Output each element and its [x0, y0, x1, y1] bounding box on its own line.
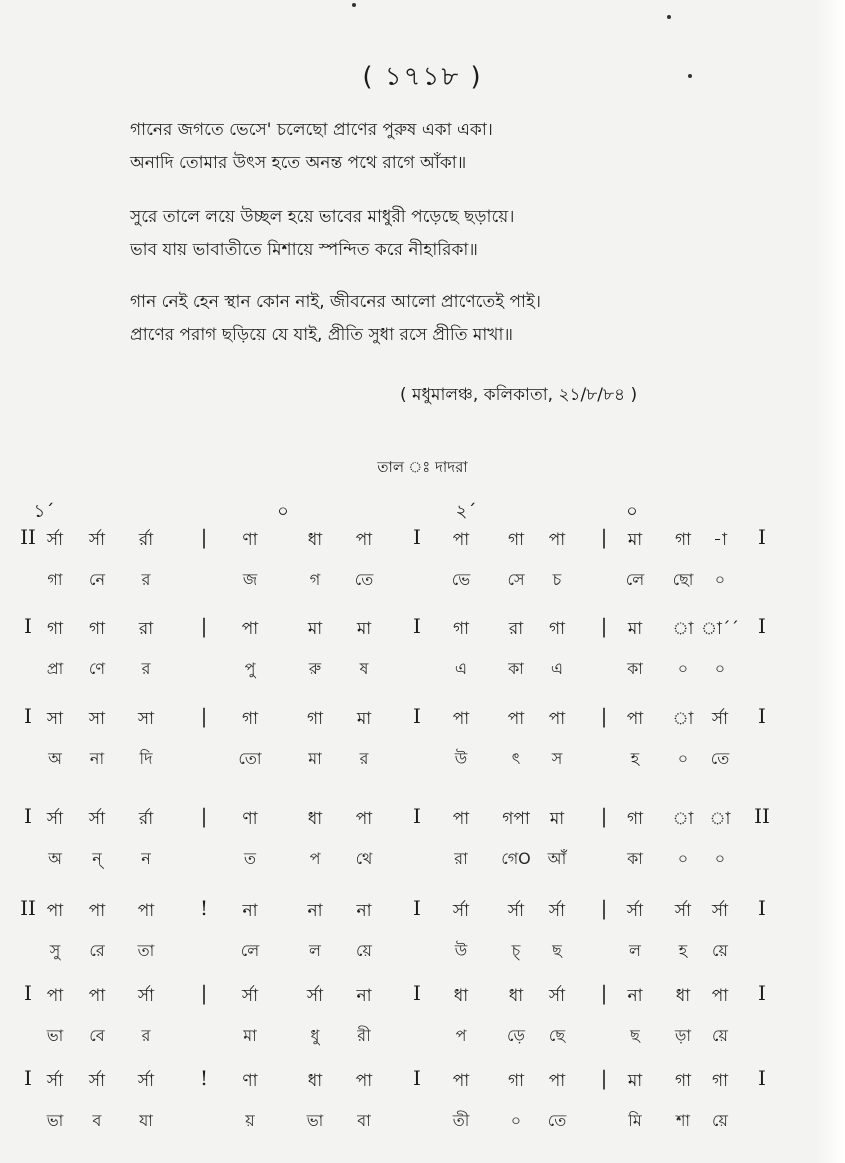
swara-note: া: [672, 709, 694, 729]
ink-speck: [667, 15, 671, 19]
swara-note: র্রা: [138, 809, 154, 829]
swara-note: গা: [626, 809, 644, 829]
lyric-syllable: তে: [710, 749, 730, 768]
swara-note: পা: [626, 709, 644, 729]
lyric-syllable: মা: [243, 1026, 257, 1045]
swara-note: র্রা: [138, 530, 154, 550]
lyric-syllable: আঁ: [547, 849, 567, 868]
lyric-syllable: ব: [92, 1111, 102, 1130]
swara-note: ণা: [242, 809, 258, 829]
swara-note: র্সা: [88, 1071, 106, 1091]
lyric-line: গান নেই হেন স্থান কোন নাই, জীবনের আলো প্রাণেতেই পাই।: [130, 292, 541, 312]
swara-note: ধা: [453, 986, 469, 1006]
lyric-syllable: ০: [714, 849, 726, 868]
bar-separator: |: [600, 896, 608, 920]
swara-note: মা: [627, 530, 643, 550]
swara-note: র্সা: [548, 986, 566, 1006]
bar-line-close: I: [758, 614, 766, 638]
lyric-syllable: কা: [508, 659, 524, 678]
lyric-syllable: য়ে: [712, 1026, 728, 1045]
lyric-syllable: প: [455, 1026, 467, 1045]
lyric-syllable: ভা: [46, 1111, 64, 1130]
swara-note: র্সা: [711, 709, 729, 729]
bar-separator: |: [200, 704, 208, 728]
bar-line-open: I: [24, 1066, 32, 1090]
bar-separator: I: [413, 614, 421, 638]
lyric-syllable: ধু: [310, 1026, 320, 1045]
bar-separator: |: [200, 525, 208, 549]
lyric-syllable: ০: [510, 1111, 522, 1130]
swara-note: পা: [507, 709, 525, 729]
lyric-syllable: ষ: [359, 659, 369, 678]
lyric-syllable: ০: [714, 659, 726, 678]
lyric-syllable: রে: [89, 941, 105, 960]
lyric-syllable: চ্: [511, 941, 521, 960]
swara-note: না: [242, 901, 258, 921]
swara-note: ধা: [307, 809, 323, 829]
page-edge: [815, 0, 845, 1163]
lyric-syllable: অ: [48, 849, 62, 868]
swara-note: র্সা: [137, 1071, 155, 1091]
swara-note: গা: [507, 1071, 525, 1091]
bar-line-open: I: [24, 981, 32, 1005]
swara-note: পা: [46, 986, 64, 1006]
swara-note: পা: [88, 901, 106, 921]
bar-separator: |: [600, 704, 608, 728]
swara-note: র্সা: [241, 986, 259, 1006]
swara-note: মা: [307, 619, 323, 639]
swara-note: র্সা: [46, 1071, 64, 1091]
swara-note: ধা: [307, 1071, 323, 1091]
lyric-syllable: বা: [357, 1111, 371, 1130]
swara-note: গা: [711, 1071, 729, 1091]
swara-note: ধা: [307, 530, 323, 550]
lyric-syllable: ০: [714, 570, 726, 589]
lyric-syllable: হ: [678, 941, 688, 960]
lyric-syllable: য়ে: [712, 941, 728, 960]
swara-note: র্সা: [46, 530, 64, 550]
bar-separator: I: [413, 525, 421, 549]
swara-note: সা: [88, 709, 106, 729]
swara-note: সা: [46, 709, 64, 729]
beat-marker: ০: [626, 501, 638, 522]
swara-note: া: [672, 809, 694, 829]
lyric-syllable: র: [141, 1026, 151, 1045]
bar-separator: I: [413, 704, 421, 728]
swara-note: মা: [627, 1071, 643, 1091]
lyric-syllable: ছ: [552, 941, 562, 960]
lyric-syllable: লে: [240, 941, 260, 960]
lyric-syllable: ০: [677, 749, 689, 768]
swara-note: া´´: [701, 619, 739, 639]
bar-line-open: I: [24, 614, 32, 638]
swara-note: মা: [356, 709, 372, 729]
swara-note: গা: [241, 709, 259, 729]
beat-marker: ০: [277, 501, 289, 522]
lyric-syllable: ভা: [46, 1026, 64, 1045]
bar-line-close: I: [758, 704, 766, 728]
lyric-syllable: য়: [245, 1111, 255, 1130]
lyric-syllable: তী: [452, 1111, 470, 1130]
lyric-syllable: ণে: [88, 659, 106, 678]
source-note: ( মধুমালঞ্চ, কলিকাতা, ২১/৮/৮৪ ): [400, 385, 638, 405]
swara-note: -া: [713, 530, 727, 550]
page-number: ( ১৭১৮ ): [362, 62, 483, 92]
bar-separator: !: [199, 1066, 209, 1090]
swara-note: র্সা: [711, 901, 729, 921]
lyric-syllable: শা: [675, 1111, 691, 1130]
lyric-syllable: এ: [550, 659, 564, 678]
swara-note: না: [307, 901, 323, 921]
lyric-syllable: হ: [630, 749, 640, 768]
lyric-syllable: য়ে: [356, 941, 372, 960]
swara-note: পা: [46, 901, 64, 921]
lyric-syllable: রু: [308, 659, 322, 678]
lyric-syllable: উ: [454, 749, 468, 768]
swara-note: পা: [241, 619, 259, 639]
bar-separator: I: [413, 896, 421, 920]
swara-note: রা: [508, 619, 524, 639]
ink-speck: [352, 3, 356, 7]
lyric-syllable: গ: [309, 570, 321, 589]
bar-separator: |: [200, 804, 208, 828]
lyric-syllable: ল: [629, 941, 641, 960]
swara-note: পা: [452, 530, 470, 550]
lyric-syllable: দি: [139, 749, 153, 768]
lyric-syllable: তো: [238, 749, 262, 768]
swara-note: পা: [355, 1071, 373, 1091]
swara-note: ণা: [242, 530, 258, 550]
lyric-syllable: ৎ: [511, 749, 521, 768]
swara-note: র্সা: [548, 901, 566, 921]
taal-heading: তাল ঃ দাদরা: [377, 458, 468, 476]
bar-separator: I: [413, 1066, 421, 1090]
lyric-syllable: না: [89, 749, 105, 768]
swara-note: পা: [711, 986, 729, 1006]
lyric-syllable: রা: [454, 849, 468, 868]
lyric-syllable: য়ে: [712, 1111, 728, 1130]
lyric-syllable: ভে: [451, 570, 471, 589]
swara-note: া: [672, 619, 694, 639]
swara-note: র্সা: [507, 901, 525, 921]
bar-separator: I: [413, 981, 421, 1005]
bar-separator: |: [600, 804, 608, 828]
swara-note: গপা: [502, 809, 530, 829]
lyric-syllable: র: [359, 749, 369, 768]
bar-line-close: I: [758, 525, 766, 549]
swara-note: না: [356, 986, 372, 1006]
bar-line-open: I: [24, 704, 32, 728]
lyric-syllable: ভা: [306, 1111, 324, 1130]
swara-note: র্সা: [626, 901, 644, 921]
lyric-syllable: গেO: [501, 849, 531, 868]
lyric-syllable: যা: [139, 1111, 153, 1130]
lyric-syllable: স: [551, 749, 563, 768]
swara-note: র্সা: [88, 530, 106, 550]
bar-separator: |: [600, 981, 608, 1005]
lyric-line: ভাব যায় ভাবাতীতে মিশায়ে স্পন্দিত করে নীহারিকা॥: [130, 240, 478, 260]
lyric-syllable: তা: [137, 941, 155, 960]
swara-note: না: [627, 986, 643, 1006]
lyric-syllable: জ: [242, 570, 258, 589]
lyric-syllable: তে: [354, 570, 374, 589]
bar-line-close: I: [758, 981, 766, 1005]
beat-marker: ২´: [455, 501, 477, 522]
swara-note: পা: [88, 986, 106, 1006]
lyric-syllable: ত: [243, 849, 256, 868]
bar-line-close: I: [758, 896, 766, 920]
lyric-syllable: সু: [49, 941, 61, 960]
swara-note: ধা: [508, 986, 524, 1006]
lyric-syllable: রী: [357, 1026, 371, 1045]
bar-separator: |: [600, 1066, 608, 1090]
lyric-line: অনাদি তোমার উৎস হতে অনন্ত পথে রাগে আঁকা॥: [130, 153, 467, 173]
swara-note: ধা: [675, 986, 691, 1006]
bar-line-open: II: [20, 896, 36, 920]
lyric-syllable: লে: [625, 570, 645, 589]
swara-note: গা: [88, 619, 106, 639]
lyric-syllable: র: [141, 570, 151, 589]
lyric-line: প্রাণের পরাগ ছড়িয়ে যে যাই, প্রীতি সুধা রসে প্রীতি মাখা॥: [130, 325, 514, 345]
lyric-syllable: কা: [627, 659, 643, 678]
lyric-syllable: ০: [677, 659, 689, 678]
lyric-line: সুরে তালে লয়ে উচ্ছল হয়ে ভাবের মাধুরী পড়েছে ছড়ায়ে।: [130, 207, 515, 227]
swara-note: পা: [137, 901, 155, 921]
swara-note: গা: [548, 619, 566, 639]
lyric-syllable: কা: [627, 849, 643, 868]
swara-note: পা: [452, 809, 470, 829]
lyric-syllable: ড়ে: [507, 1026, 525, 1045]
swara-note: র্সা: [137, 986, 155, 1006]
bar-line-close: II: [754, 804, 770, 828]
lyric-syllable: ০: [677, 849, 689, 868]
lyric-line: গানের জগতে ভেসে' চলেছো প্রাণের পুরুষ একা একা।: [130, 120, 493, 140]
bar-separator: |: [200, 614, 208, 638]
swara-note: গা: [674, 1071, 692, 1091]
swara-note: পা: [548, 530, 566, 550]
swara-note: পা: [452, 709, 470, 729]
lyric-syllable: ছ: [630, 1026, 640, 1045]
lyric-syllable: ন্: [92, 849, 102, 868]
swara-note: গা: [674, 530, 692, 550]
lyric-syllable: ল: [309, 941, 321, 960]
bar-line-open: II: [20, 525, 36, 549]
lyric-syllable: ন: [141, 849, 151, 868]
swara-note: পা: [548, 709, 566, 729]
lyric-syllable: র: [141, 659, 151, 678]
lyric-syllable: প: [309, 849, 321, 868]
lyric-syllable: পু: [244, 659, 256, 678]
lyric-syllable: প্রা: [46, 659, 64, 678]
lyric-syllable: ছে: [548, 1026, 566, 1045]
bar-separator: I: [413, 804, 421, 828]
lyric-syllable: উ: [454, 941, 468, 960]
swara-note: সা: [137, 709, 155, 729]
swara-note: পা: [452, 1071, 470, 1091]
lyric-syllable: সে: [507, 570, 525, 589]
lyric-syllable: এ: [454, 659, 468, 678]
lyric-syllable: গা: [47, 570, 63, 589]
lyric-syllable: ড়া: [674, 1026, 692, 1045]
lyric-syllable: মি: [628, 1111, 642, 1130]
swara-note: র্সা: [306, 986, 324, 1006]
bar-separator: |: [600, 614, 608, 638]
swara-note: গা: [507, 530, 525, 550]
swara-note: রা: [138, 619, 154, 639]
lyric-syllable: তে: [547, 1111, 567, 1130]
lyric-syllable: মা: [308, 749, 322, 768]
swara-note: পা: [355, 530, 373, 550]
bar-line-open: I: [24, 804, 32, 828]
bar-separator: !: [199, 896, 209, 920]
swara-note: গা: [306, 709, 324, 729]
lyric-syllable: চ: [552, 570, 562, 589]
lyric-syllable: নে: [88, 570, 106, 589]
swara-note: মা: [549, 809, 565, 829]
lyric-syllable: বে: [89, 1026, 105, 1045]
swara-note: মা: [356, 619, 372, 639]
lyric-syllable: ছো: [672, 570, 694, 589]
swara-note: মা: [627, 619, 643, 639]
swara-note: না: [356, 901, 372, 921]
swara-note: া: [709, 809, 731, 829]
beat-marker: ১´: [33, 501, 55, 522]
swara-note: র্সা: [46, 809, 64, 829]
swara-note: গা: [452, 619, 470, 639]
swara-note: পা: [355, 809, 373, 829]
swara-note: র্সা: [674, 901, 692, 921]
bar-separator: |: [200, 981, 208, 1005]
lyric-syllable: অ: [48, 749, 62, 768]
swara-note: গা: [46, 619, 64, 639]
swara-note: র্সা: [452, 901, 470, 921]
swara-note: পা: [548, 1071, 566, 1091]
swara-note: ণা: [242, 1071, 258, 1091]
bar-separator: |: [600, 525, 608, 549]
swara-note: র্সা: [88, 809, 106, 829]
lyric-syllable: থে: [355, 849, 373, 868]
bar-line-close: I: [758, 1066, 766, 1090]
